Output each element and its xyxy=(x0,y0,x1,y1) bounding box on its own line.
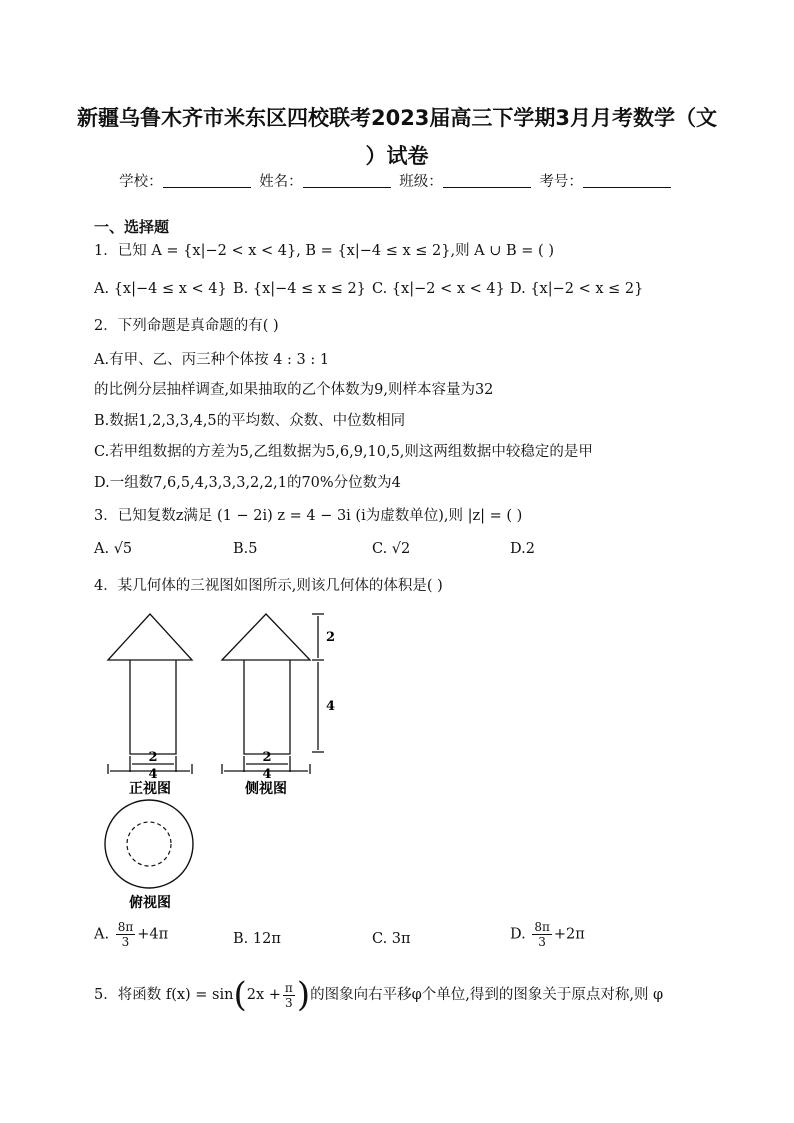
number-blank[interactable] xyxy=(583,173,671,188)
q3-option-d[interactable]: D.2 xyxy=(510,541,535,557)
q2-option-a-line1[interactable]: A.有甲、乙、丙三种个体按 4 : 3 : 1 xyxy=(94,352,330,368)
class-label: 班级： xyxy=(399,174,443,190)
top-view xyxy=(105,800,193,888)
front-view-label: 正视图 xyxy=(129,781,171,797)
side-dim-inner: 2 xyxy=(262,750,272,765)
q1-option-d[interactable]: D. {x|−2 < x ≤ 2} xyxy=(510,281,644,297)
q4-option-b[interactable]: B. 12π xyxy=(233,931,281,947)
title-line-1: 新疆乌鲁木齐市米东区四校联考2023届高三下学期3月月考数学（文 xyxy=(76,106,718,130)
q5-stem: 5．将函数 f(x) = sin(2x + $\frac{\pi}{3}$ )的图象向右平移φ个单位,得到的图象关于原点对称,则 φ xyxy=(94,975,664,1015)
name-label: 姓名： xyxy=(259,174,303,190)
school-label: 学校： xyxy=(119,174,163,190)
side-view xyxy=(222,614,324,774)
q2-option-a-line2: 的比例分层抽样调查,如果抽取的乙个体数为9,则样本容量为32 xyxy=(94,382,494,398)
q4-option-d-fraction: $\frac{8\pi}{3}$ xyxy=(534,920,550,949)
q4-stem: 4．某几何体的三视图如图所示,则该几何体的体积是( ) xyxy=(94,578,443,594)
top-view-label: 俯视图 xyxy=(129,895,171,911)
side-dim-cone-height: 2 xyxy=(326,630,336,645)
front-dim-outer: 4 xyxy=(148,767,158,782)
q5-fraction: $\frac{\pi}{3}$ xyxy=(284,980,293,1010)
front-dim-inner: 2 xyxy=(148,750,158,765)
q3-option-c[interactable]: C. √2 xyxy=(372,541,411,557)
q1-option-c[interactable]: C. {x|−2 < x < 4} xyxy=(372,281,505,297)
q1-option-b[interactable]: B. {x|−4 ≤ x ≤ 2} xyxy=(233,281,366,297)
q3-option-b[interactable]: B.5 xyxy=(233,541,258,557)
q2-option-b[interactable]: B.数据1,2,3,3,4,5的平均数、众数、中位数相同 xyxy=(94,413,406,429)
student-info-row xyxy=(0,170,794,191)
q2-stem: 2．下列命题是真命题的有( ) xyxy=(94,318,279,334)
q4-option-a[interactable]: A. $\frac{8\pi}{3}$ +4π xyxy=(94,920,169,949)
section-heading: 一、选择题 xyxy=(94,218,170,236)
q4-option-a-fraction: $\frac{8\pi}{3}$ xyxy=(117,920,134,949)
school-blank[interactable] xyxy=(163,173,251,188)
side-dim-outer: 4 xyxy=(262,767,272,782)
q3-option-a[interactable]: A. √5 xyxy=(94,541,133,557)
class-blank[interactable] xyxy=(443,173,531,188)
q1-option-a[interactable]: A. {x|−4 ≤ x < 4} xyxy=(94,281,227,297)
q3-stem: 3．已知复数z满足 (1 − 2i) z = 4 − 3i (i为虚数单位),则 |z| = ( ) xyxy=(94,508,523,524)
title-line-2: ）试卷 xyxy=(365,144,429,168)
side-view-label: 侧视图 xyxy=(245,781,287,797)
q2-option-c[interactable]: C.若甲组数据的方差为5,乙组数据为5,6,9,10,5,则这两组数据中较稳定的是甲 xyxy=(94,444,593,460)
q4-option-d[interactable]: D. $\frac{8\pi}{3}$ +2π xyxy=(510,920,585,949)
three-view-figure xyxy=(94,606,344,916)
side-dim-cylinder-height: 4 xyxy=(326,699,336,714)
q1-stem: 1．已知 A = {x|−2 < x < 4}, B = {x|−4 ≤ x ≤ 2},则 A ∪ B = ( ) xyxy=(94,243,554,259)
page-title xyxy=(60,99,734,175)
number-label: 考号： xyxy=(539,174,583,190)
q2-option-d[interactable]: D.一组数7,6,5,4,3,3,3,2,2,1的70%分位数为4 xyxy=(94,475,401,491)
q4-option-c[interactable]: C. 3π xyxy=(372,931,411,947)
name-blank[interactable] xyxy=(303,173,391,188)
